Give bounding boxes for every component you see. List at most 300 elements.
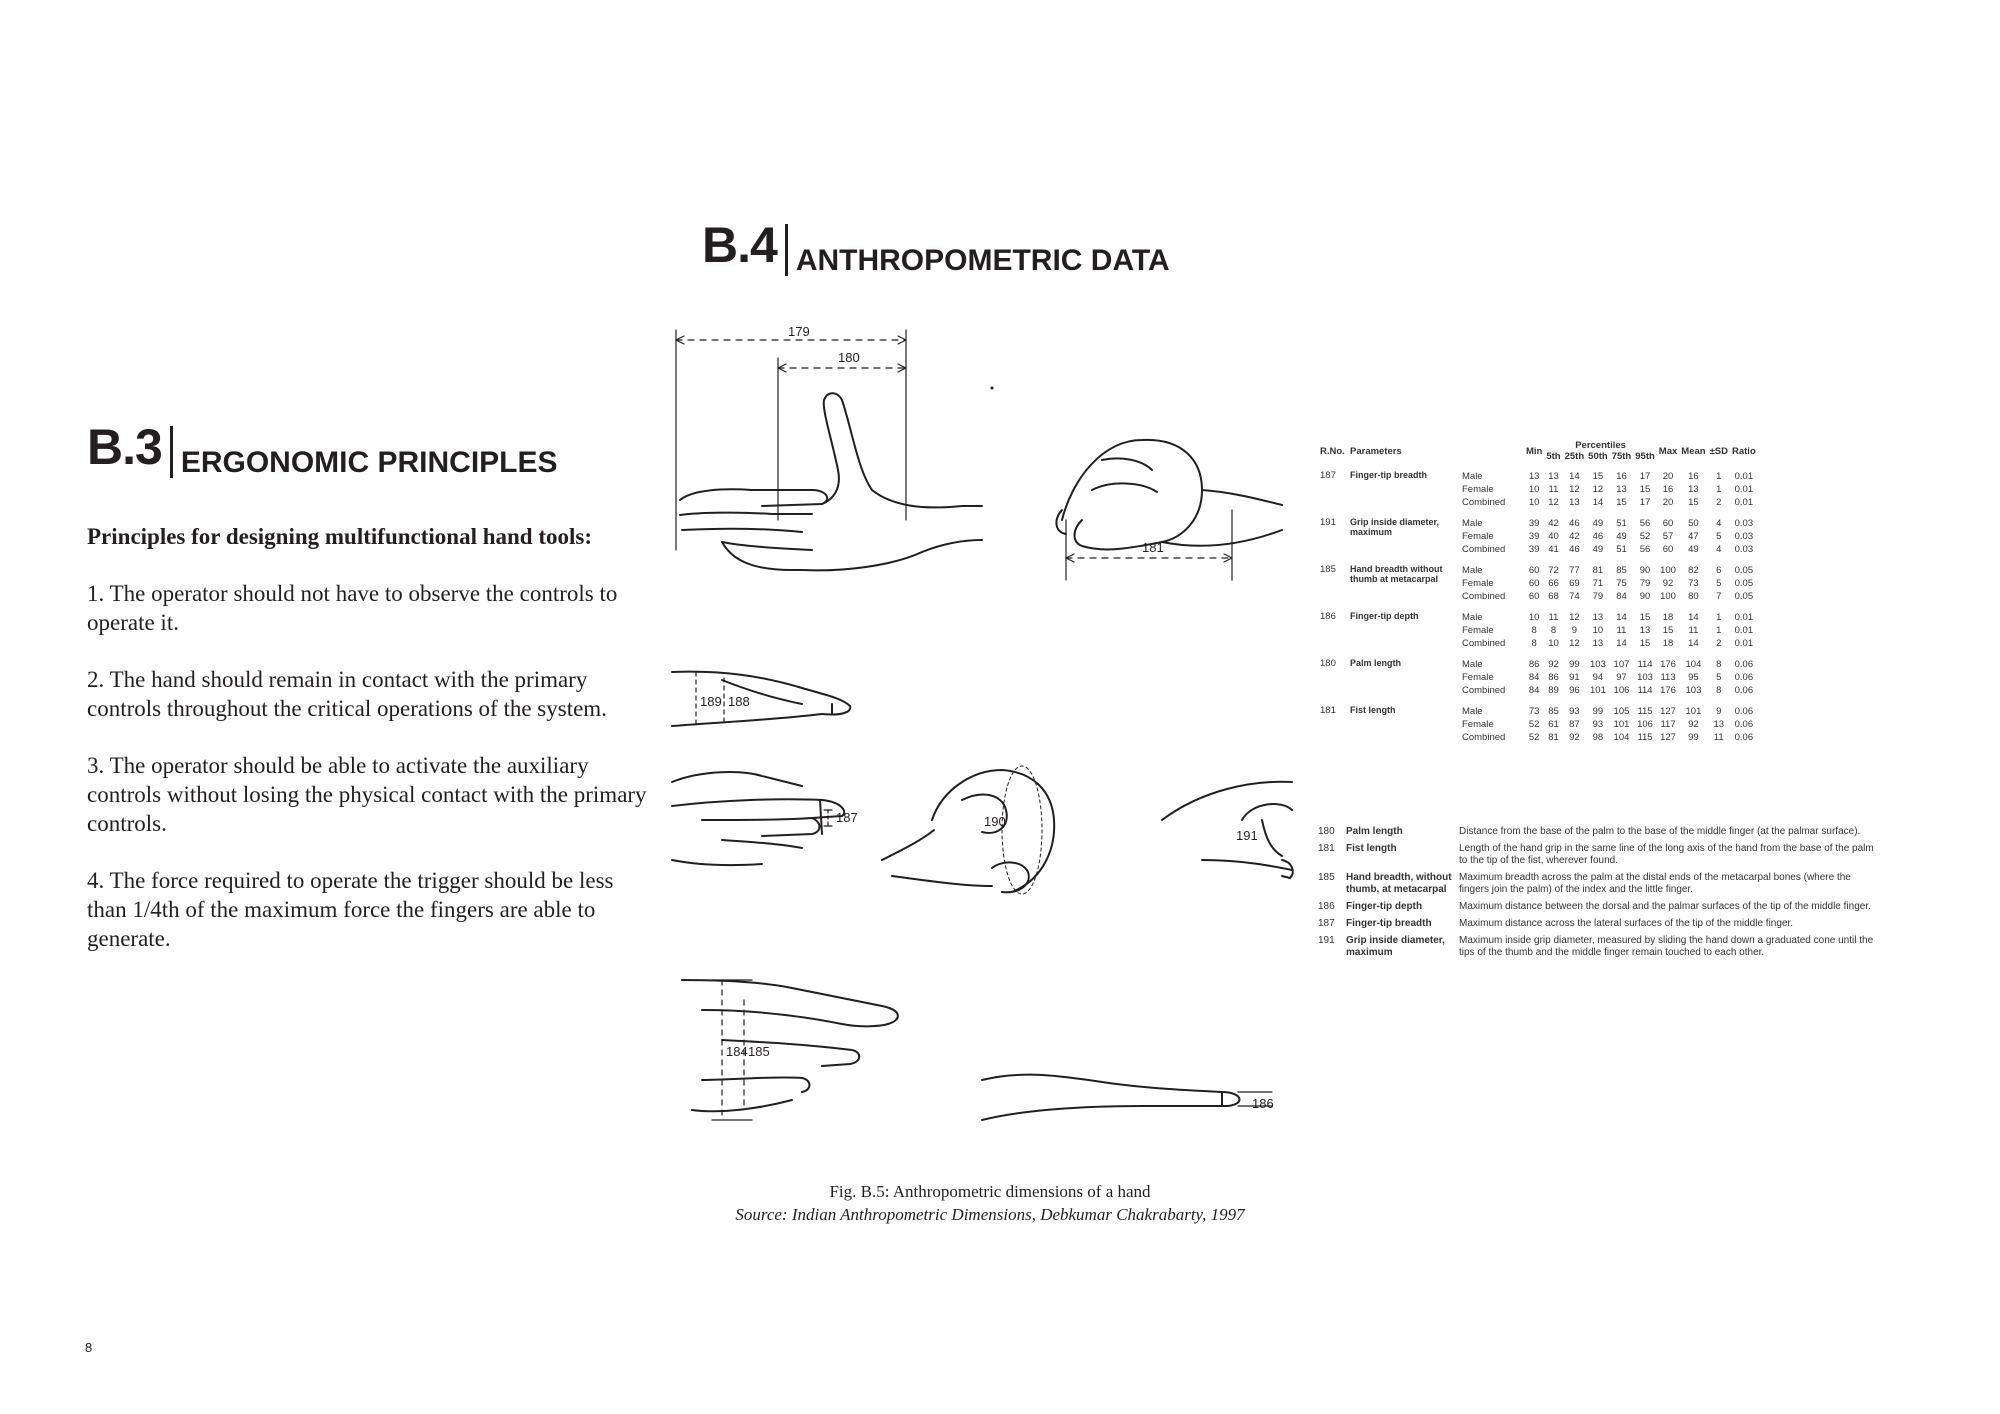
cell-value: 14: [1688, 612, 1699, 623]
cell-parameter: Finger-tip depth: [1350, 611, 1419, 621]
cell-value: 0.01: [1734, 638, 1754, 649]
cell-value: 80: [1688, 591, 1699, 602]
cell-value: 100: [1660, 591, 1676, 602]
cell-value: 176: [1660, 659, 1676, 670]
cell-value: 0.01: [1734, 471, 1754, 482]
cell-value: 127: [1660, 732, 1676, 743]
cell-value: 13: [1592, 638, 1604, 649]
col-header-p50: 50th: [1588, 451, 1608, 462]
cell-value: 11: [1688, 625, 1699, 636]
cell-value: 16: [1616, 471, 1627, 482]
hand-drawing-fist-side: [1056, 440, 1282, 550]
cell-rno: 185: [1320, 564, 1336, 575]
cell-sex: Combined: [1462, 638, 1506, 649]
cell-value: 113: [1660, 672, 1676, 683]
dot-mark: [991, 387, 994, 390]
cell-value: 106: [1613, 685, 1630, 696]
definition-row: [1318, 901, 1878, 913]
cell-value: 15: [1662, 625, 1674, 636]
cell-value: 0.01: [1734, 625, 1754, 636]
cell-value: 13: [1616, 484, 1627, 495]
cell-value: 101: [1685, 706, 1702, 717]
cell-value: 60: [1662, 518, 1674, 529]
cell-value: 96: [1569, 685, 1580, 696]
definition-name: Finger-tip breadth: [1346, 918, 1432, 929]
dim-label: 184: [726, 1044, 748, 1059]
cell-sex: Male: [1462, 659, 1483, 670]
cell-value: 89: [1548, 685, 1559, 696]
cell-value: 97: [1616, 672, 1627, 683]
cell-value: 40: [1548, 531, 1559, 542]
definition-name: Palm length: [1346, 826, 1403, 837]
cell-value: 105: [1613, 706, 1630, 717]
cell-value: 86: [1548, 672, 1559, 683]
cell-value: 104: [1685, 659, 1702, 670]
cell-value: 51: [1616, 518, 1627, 529]
cell-value: 17: [1639, 497, 1651, 508]
cell-value: 10: [1528, 612, 1540, 623]
cell-value: 9: [1716, 706, 1722, 717]
cell-sex: Female: [1462, 578, 1494, 589]
definition-name: Finger-tip depth: [1346, 901, 1423, 912]
cell-value: 92: [1569, 732, 1580, 743]
principle-item: 4. The force required to operate the trigger should be less than 1/4th of the maximum force the fingers are able to generate.: [87, 868, 614, 951]
principle-item: 2. The hand should remain in contact with the primary controls throughout the critical operations of the system.: [87, 667, 607, 721]
cell-value: 60: [1528, 591, 1540, 602]
cell-value: 98: [1592, 732, 1604, 743]
cell-value: 41: [1548, 544, 1559, 555]
cell-value: 86: [1528, 659, 1540, 670]
cell-value: 10: [1548, 638, 1559, 649]
cell-value: 127: [1660, 706, 1676, 717]
cell-value: 85: [1548, 706, 1559, 717]
cell-value: 11: [1548, 612, 1559, 623]
definition-number: 191: [1318, 935, 1335, 946]
cell-value: 115: [1637, 732, 1653, 743]
cell-value: 20: [1662, 497, 1674, 508]
cell-value: 42: [1548, 518, 1559, 529]
cell-value: 13: [1548, 471, 1559, 482]
cell-value: 0.05: [1734, 591, 1754, 602]
heading-divider: [785, 224, 788, 276]
dim-label: 180: [838, 350, 860, 365]
definition-text: Maximum inside grip diameter, measured by sliding the hand down a graduated cone until the tips of the thumb and the middle finger remain touched to each other.: [1459, 935, 1874, 958]
section-heading-b3: [87, 419, 558, 479]
cell-value: 84: [1528, 672, 1540, 683]
cell-value: 12: [1569, 484, 1580, 495]
cell-sex: Combined: [1462, 497, 1506, 508]
principle-item: 3. The operator should be able to activate the auxiliary controls without losing the physical contact with the primary controls.: [87, 753, 647, 836]
definition-row: [1318, 843, 1878, 867]
cell-value: 99: [1592, 706, 1604, 717]
cell-value: 39: [1528, 531, 1540, 542]
hand-drawing-tip-depth-side: [982, 1075, 1239, 1120]
cell-value: 60: [1528, 578, 1540, 589]
cell-value: 5: [1716, 672, 1722, 683]
cell-value: 14: [1592, 497, 1604, 508]
cell-value: 0.01: [1734, 497, 1754, 508]
cell-value: 99: [1688, 732, 1699, 743]
cell-value: 8: [1716, 685, 1722, 696]
cell-value: 52: [1639, 531, 1651, 542]
table-row: [1318, 462, 1758, 483]
cell-value: 18: [1662, 612, 1674, 623]
cell-value: 42: [1569, 531, 1580, 542]
cell-value: 2: [1716, 638, 1722, 649]
cell-sex: Combined: [1462, 732, 1506, 743]
dim-label: 179: [788, 324, 810, 339]
definition-number: 180: [1318, 826, 1335, 837]
cell-value: 107: [1613, 659, 1630, 670]
cell-value: 39: [1528, 518, 1540, 529]
cell-value: 13: [1713, 719, 1725, 730]
col-header-sd: ±SD: [1709, 445, 1728, 457]
cell-sex: Female: [1462, 625, 1494, 636]
cell-sex: Male: [1462, 706, 1483, 717]
col-header-p5: 5th: [1546, 451, 1561, 462]
definition-number: 187: [1318, 918, 1335, 929]
cell-rno: 181: [1320, 705, 1336, 716]
cell-value: 6: [1716, 565, 1722, 576]
cell-value: 57: [1662, 531, 1674, 542]
table-group: [1318, 603, 1758, 650]
table-group: [1318, 462, 1758, 509]
cell-sex: Combined: [1462, 591, 1506, 602]
cell-value: 60: [1528, 565, 1540, 576]
cell-rno: 187: [1320, 470, 1336, 481]
cell-value: 15: [1639, 638, 1651, 649]
cell-value: 9: [1571, 625, 1578, 636]
dim-label: 188: [728, 694, 750, 709]
cell-value: 5: [1716, 578, 1722, 589]
dim-label: 187: [836, 810, 858, 825]
col-header-percentiles: Percentiles: [1575, 440, 1626, 451]
cell-value: 95: [1688, 672, 1699, 683]
dim-label: 181: [1142, 540, 1164, 555]
cell-value: 71: [1592, 578, 1604, 589]
cell-value: 79: [1592, 591, 1604, 602]
cell-value: 50: [1688, 518, 1699, 529]
cell-value: 14: [1616, 638, 1627, 649]
cell-value: 103: [1590, 659, 1606, 670]
cell-value: 100: [1660, 565, 1676, 576]
cell-value: 66: [1548, 578, 1559, 589]
definition-name: Hand breadth, without thumb, at metacarpal: [1346, 872, 1452, 895]
caption-title: Fig. B.5: Anthropometric dimensions of a hand: [829, 1182, 1151, 1201]
cell-value: 91: [1569, 672, 1580, 683]
cell-value: 47: [1688, 531, 1699, 542]
cell-value: 0.06: [1734, 719, 1754, 730]
definition-text: Maximum distance across the lateral surfaces of the tip of the middle finger.: [1459, 918, 1794, 929]
cell-value: 2: [1716, 497, 1722, 508]
cell-value: 0.05: [1734, 578, 1754, 589]
cell-parameter: Finger-tip breadth: [1350, 470, 1427, 480]
section-code: B.4: [702, 217, 777, 273]
cell-value: 1: [1716, 612, 1722, 623]
cell-value: 11: [1713, 732, 1724, 743]
definition-row: [1318, 872, 1878, 896]
caption-source: Source: Indian Anthropometric Dimensions, Debkumar Chakrabarty, 1997: [735, 1205, 1245, 1224]
definition-text: Maximum breadth across the palm at the distal ends of the metacarpal bones (where the fingers join the palm) of the index and the little finger.: [1459, 872, 1851, 895]
definition-number: 185: [1318, 872, 1335, 883]
table-row: [1318, 697, 1758, 718]
cell-value: 84: [1616, 591, 1627, 602]
hand-dimensions-figure: [662, 320, 1302, 1160]
cell-value: 56: [1639, 544, 1651, 555]
table-row: [1318, 556, 1758, 577]
col-header-max: Max: [1658, 445, 1678, 457]
cell-value: 0.03: [1734, 531, 1754, 542]
cell-value: 4: [1716, 518, 1722, 529]
definition-number: 186: [1318, 901, 1335, 912]
cell-value: 176: [1660, 685, 1676, 696]
hand-drawing-finger-depth: [672, 672, 850, 726]
cell-value: 15: [1592, 471, 1604, 482]
cell-value: 0.06: [1734, 659, 1754, 670]
col-header-p75: 75th: [1611, 451, 1632, 462]
cell-value: 7: [1716, 591, 1722, 602]
col-header-parameters: Parameters: [1350, 445, 1402, 457]
cell-sex: Male: [1462, 612, 1483, 623]
cell-value: 13: [1592, 612, 1604, 623]
cell-value: 92: [1662, 578, 1674, 589]
dim-label: 190: [984, 814, 1006, 829]
hand-drawing-hand-breadth: [682, 980, 898, 1111]
cell-value: 68: [1548, 591, 1559, 602]
table-group: [1318, 697, 1758, 744]
cell-value: 85: [1616, 565, 1627, 576]
cell-rno: 180: [1320, 658, 1336, 669]
cell-parameter: Hand breadth without thumb at metacarpal: [1350, 564, 1443, 584]
definition-text: Distance from the base of the palm to the base of the middle finger (at the palmar surface).: [1459, 826, 1861, 837]
col-header-rno: R.No.: [1320, 445, 1345, 457]
anthropometric-table: [1318, 440, 1878, 744]
hand-drawing-top-left: [680, 393, 982, 570]
cell-value: 56: [1639, 518, 1651, 529]
cell-value: 14: [1688, 638, 1699, 649]
cell-value: 82: [1688, 565, 1699, 576]
cell-value: 8: [1716, 659, 1722, 670]
cell-value: 18: [1662, 638, 1674, 649]
col-header-ratio: Ratio: [1732, 445, 1756, 457]
cell-value: 10: [1592, 625, 1604, 636]
cell-value: 104: [1613, 732, 1630, 743]
cell-value: 103: [1685, 685, 1702, 696]
cell-value: 49: [1616, 531, 1627, 542]
cell-value: 115: [1637, 706, 1653, 717]
col-header-sex: [1460, 440, 1524, 462]
cell-value: 0.06: [1734, 672, 1754, 683]
cell-value: 17: [1639, 471, 1651, 482]
cell-value: 46: [1569, 544, 1580, 555]
cell-value: 8: [1531, 625, 1537, 636]
cell-value: 49: [1592, 518, 1604, 529]
cell-value: 15: [1688, 497, 1699, 508]
cell-value: 0.03: [1734, 544, 1754, 555]
cell-value: 49: [1688, 544, 1699, 555]
cell-value: 1: [1716, 484, 1722, 495]
cell-value: 49: [1592, 544, 1604, 555]
definition-name: Fist length: [1346, 843, 1397, 854]
cell-rno: 191: [1320, 517, 1336, 528]
cell-sex: Female: [1462, 719, 1494, 730]
cell-value: 12: [1569, 638, 1580, 649]
dim-label: 189: [700, 694, 722, 709]
cell-value: 0.05: [1734, 565, 1754, 576]
cell-value: 114: [1637, 685, 1653, 696]
cell-value: 13: [1528, 471, 1540, 482]
cell-value: 1: [1716, 471, 1722, 482]
cell-value: 0.03: [1734, 518, 1754, 529]
definitions-list: [1318, 826, 1878, 964]
cell-value: 14: [1569, 471, 1580, 482]
cell-value: 93: [1592, 719, 1604, 730]
table-row: [1318, 509, 1758, 530]
cell-value: 81: [1548, 732, 1559, 743]
cell-sex: Male: [1462, 565, 1483, 576]
cell-value: 14: [1616, 612, 1627, 623]
hand-drawing-grip-diameter: [882, 770, 1054, 892]
principles-intro: Principles for designing multifunctional hand tools:: [87, 524, 593, 549]
cell-value: 10: [1528, 484, 1540, 495]
cell-value: 20: [1662, 471, 1674, 482]
section-title: ANTHROPOMETRIC DATA: [795, 244, 1170, 277]
cell-value: 87: [1569, 719, 1580, 730]
cell-value: 75: [1616, 578, 1627, 589]
section-title: ERGONOMIC PRINCIPLES: [180, 446, 558, 479]
cell-value: 15: [1639, 612, 1651, 623]
hand-drawing-grip-side: [1162, 782, 1293, 878]
cell-sex: Male: [1462, 518, 1483, 529]
cell-value: 13: [1639, 625, 1651, 636]
dim-label: 185: [748, 1044, 770, 1059]
definition-name: Grip inside diameter, maximum: [1346, 935, 1445, 958]
cell-value: 94: [1592, 672, 1604, 683]
cell-value: 13: [1688, 484, 1699, 495]
hand-drawing-finger-breadth: [672, 772, 844, 865]
cell-sex: Combined: [1462, 685, 1506, 696]
cell-value: 106: [1637, 719, 1653, 730]
cell-value: 46: [1569, 518, 1580, 529]
dim-label: 186: [1252, 1096, 1274, 1111]
cell-sex: Combined: [1462, 544, 1506, 555]
table-row: [1318, 603, 1758, 624]
cell-parameter: Grip inside diameter, maximum: [1350, 517, 1440, 537]
cell-value: 11: [1616, 625, 1627, 636]
cell-value: 11: [1548, 484, 1559, 495]
cell-sex: Female: [1462, 531, 1494, 542]
cell-value: 16: [1662, 484, 1674, 495]
definition-row: [1318, 918, 1878, 930]
cell-value: 10: [1528, 497, 1540, 508]
cell-value: 12: [1548, 497, 1559, 508]
cell-value: 92: [1688, 719, 1699, 730]
cell-rno: 186: [1320, 611, 1336, 622]
cell-value: 77: [1569, 565, 1580, 576]
cell-value: 0.06: [1734, 732, 1754, 743]
page-number: 8: [85, 1340, 93, 1355]
cell-parameter: Palm length: [1350, 658, 1402, 668]
table-row: [1318, 650, 1758, 671]
cell-value: 52: [1528, 719, 1540, 730]
figure-caption: [710, 1180, 1270, 1226]
cell-value: 90: [1639, 591, 1651, 602]
cell-value: 79: [1639, 578, 1651, 589]
definition-number: 181: [1318, 843, 1335, 854]
section-heading-b4: [702, 217, 1170, 277]
col-header-mean: Mean: [1681, 445, 1706, 457]
cell-sex: Male: [1462, 471, 1483, 482]
col-header-p95: 95th: [1635, 451, 1655, 462]
cell-value: 69: [1569, 578, 1580, 589]
cell-value: 0.06: [1734, 685, 1754, 696]
cell-value: 101: [1613, 719, 1630, 730]
definition-row: [1318, 935, 1878, 959]
cell-value: 39: [1528, 544, 1540, 555]
col-header-min: Min: [1526, 445, 1543, 457]
cell-value: 52: [1528, 732, 1540, 743]
table-group: [1318, 556, 1758, 603]
cell-value: 73: [1528, 706, 1540, 717]
cell-value: 1: [1716, 625, 1722, 636]
cell-value: 5: [1716, 531, 1722, 542]
cell-value: 51: [1616, 544, 1627, 555]
cell-value: 99: [1569, 659, 1580, 670]
table-group: [1318, 509, 1758, 556]
definition-row: [1318, 826, 1878, 838]
principle-item: 1. The operator should not have to observe the controls to operate it.: [87, 581, 618, 635]
cell-value: 81: [1592, 565, 1604, 576]
cell-value: 12: [1592, 484, 1604, 495]
cell-value: 117: [1660, 719, 1676, 730]
definition-text: Length of the hand grip in the same line of the long axis of the hand from the base of the palm to the tip of the fist, wherever found.: [1459, 843, 1874, 866]
definition-text: Maximum distance between the dorsal and the palmar surfaces of the tip of the middle finger.: [1459, 901, 1871, 912]
cell-value: 0.01: [1734, 484, 1754, 495]
cell-value: 15: [1639, 484, 1651, 495]
cell-sex: Female: [1462, 484, 1494, 495]
col-header-p25: 25th: [1564, 451, 1585, 462]
cell-value: 90: [1639, 565, 1651, 576]
cell-value: 92: [1548, 659, 1559, 670]
cell-value: 46: [1592, 531, 1604, 542]
cell-value: 8: [1531, 638, 1537, 649]
cell-value: 0.06: [1734, 706, 1754, 717]
cell-value: 73: [1688, 578, 1699, 589]
cell-value: 101: [1590, 685, 1606, 696]
cell-parameter: Fist length: [1350, 705, 1396, 715]
cell-value: 13: [1569, 497, 1580, 508]
table-group: [1318, 650, 1758, 697]
cell-value: 114: [1637, 659, 1653, 670]
cell-value: 4: [1716, 544, 1722, 555]
cell-value: 93: [1569, 706, 1580, 717]
principles-text: [87, 522, 647, 981]
cell-value: 74: [1569, 591, 1580, 602]
cell-value: 8: [1550, 625, 1557, 636]
cell-value: 61: [1548, 719, 1559, 730]
cell-value: 12: [1569, 612, 1580, 623]
cell-value: 72: [1548, 565, 1559, 576]
heading-divider: [170, 426, 173, 478]
cell-value: 15: [1616, 497, 1627, 508]
dim-label: 191: [1236, 828, 1258, 843]
section-code: B.3: [87, 419, 162, 475]
cell-value: 60: [1662, 544, 1674, 555]
cell-value: 16: [1688, 471, 1699, 482]
cell-value: 103: [1637, 672, 1653, 683]
cell-sex: Female: [1462, 672, 1494, 683]
cell-value: 0.01: [1734, 612, 1754, 623]
